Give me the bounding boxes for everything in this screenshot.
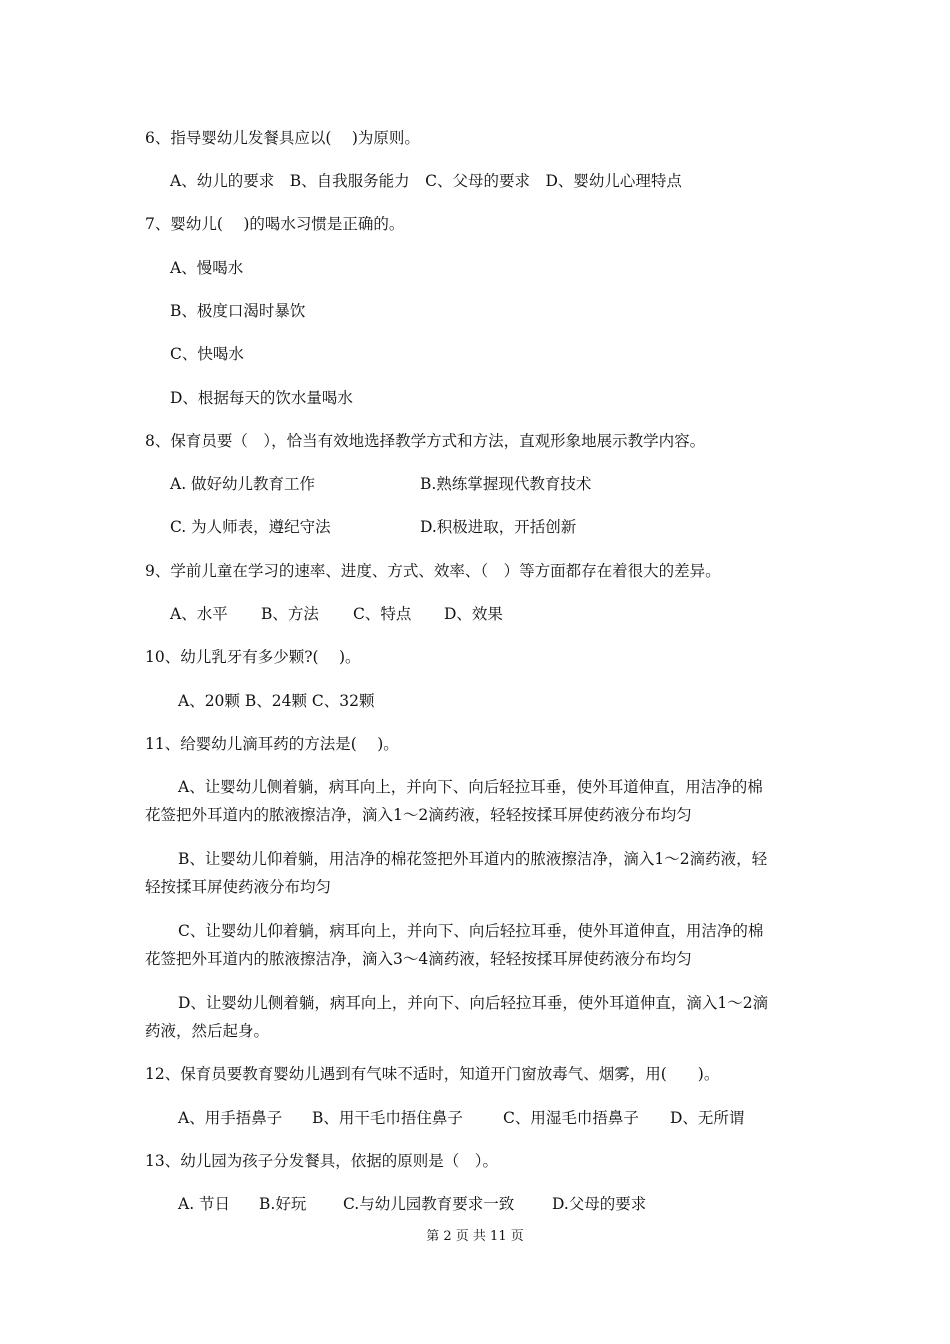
question-8-option-c: C. 为人师表，遵纪守法 xyxy=(170,518,331,536)
question-8-option-d: D.积极进取，开括创新 xyxy=(420,518,577,536)
question-11-option-c-line1: C、让婴幼儿仰着躺，病耳向上，并向下、向后轻拉耳垂，使外耳道伸直，用洁净的棉 xyxy=(178,922,764,940)
question-12-option-d: D、无所谓 xyxy=(670,1109,745,1127)
question-13-option-c: C.与幼儿园教育要求一致 xyxy=(343,1195,515,1213)
question-12-option-a: A、用手捂鼻子 xyxy=(178,1109,283,1127)
question-9-option-a: A、水平 xyxy=(170,605,228,623)
question-7-stem: 7、婴幼儿( )的喝水习惯是正确的。 xyxy=(145,215,405,233)
question-11-option-a-line1: A、让婴幼儿侧着躺，病耳向上，并向下、向后轻拉耳垂，使外耳道伸直，用洁净的棉 xyxy=(178,778,763,796)
question-9-option-d: D、效果 xyxy=(444,605,503,623)
question-7-option-d: D、根据每天的饮水量喝水 xyxy=(170,389,353,407)
question-6-options: A、幼儿的要求 B、自我服务能力 C、父母的要求 D、婴幼儿心理特点 xyxy=(170,172,682,190)
question-11-option-b-line1: B、让婴幼儿仰着躺，用洁净的棉花签把外耳道内的脓液擦洁净，滴入1～2滴药液，轻 xyxy=(178,850,768,868)
question-8-option-a: A. 做好幼儿教育工作 xyxy=(170,475,316,493)
question-11-option-d-line2: 药液，然后起身。 xyxy=(145,1022,270,1040)
question-11-option-c-line2: 花签把外耳道内的脓液擦洁净，滴入3～4滴药液，轻轻按揉耳屏使药液分布均匀 xyxy=(145,950,692,968)
question-10-options: A、20颗 B、24颗 C、32颗 xyxy=(178,692,375,710)
question-11-option-b-line2: 轻按揉耳屏使药液分布均匀 xyxy=(145,878,332,896)
page-number-footer: 第 2 页 共 11 页 xyxy=(426,1229,524,1244)
question-7-option-b: B、极度口渴时暴饮 xyxy=(170,302,306,320)
question-7-option-c: C、快喝水 xyxy=(170,345,244,363)
question-13-option-a: A. 节日 xyxy=(178,1195,231,1213)
question-6-stem: 6、指导婴幼儿发餐具应以( )为原则。 xyxy=(145,129,420,147)
question-8-stem: 8、保育员要（ ），恰当有效地选择教学方式和方法，直观形象地展示教学内容。 xyxy=(145,432,706,450)
question-13-option-d: D.父母的要求 xyxy=(552,1195,647,1213)
question-9-option-b: B、方法 xyxy=(261,605,319,623)
question-7-option-a: A、慢喝水 xyxy=(170,259,244,277)
question-12-stem: 12、保育员要教育婴幼儿遇到有气味不适时，知道开门窗放毒气、烟雾，用( )。 xyxy=(145,1065,720,1083)
question-11-option-d-line1: D、让婴幼儿侧着躺，病耳向上，并向下、向后轻拉耳垂，使外耳道伸直，滴入1～2滴 xyxy=(178,994,769,1012)
question-8-option-b: B.熟练掌握现代教育技术 xyxy=(420,475,592,493)
question-11-stem: 11、给婴幼儿滴耳药的方法是( )。 xyxy=(145,735,399,753)
question-10-stem: 10、幼儿乳牙有多少颗?( )。 xyxy=(145,648,361,666)
question-11-option-a-line2: 花签把外耳道内的脓液擦洁净，滴入1～2滴药液，轻轻按揉耳屏使药液分布均匀 xyxy=(145,806,692,824)
question-13-stem: 13、幼儿园为孩子分发餐具，依据的原则是（ ）。 xyxy=(145,1152,498,1170)
question-13-option-b: B.好玩 xyxy=(259,1195,307,1213)
question-12-option-b: B、用干毛巾捂住鼻子 xyxy=(312,1109,463,1127)
question-9-stem: 9、学前儿童在学习的速率、进度、方式、效率、（ ）等方面都存在着很大的差异。 xyxy=(145,562,721,580)
question-12-option-c: C、用湿毛巾捂鼻子 xyxy=(503,1109,639,1127)
question-9-option-c: C、特点 xyxy=(353,605,412,623)
